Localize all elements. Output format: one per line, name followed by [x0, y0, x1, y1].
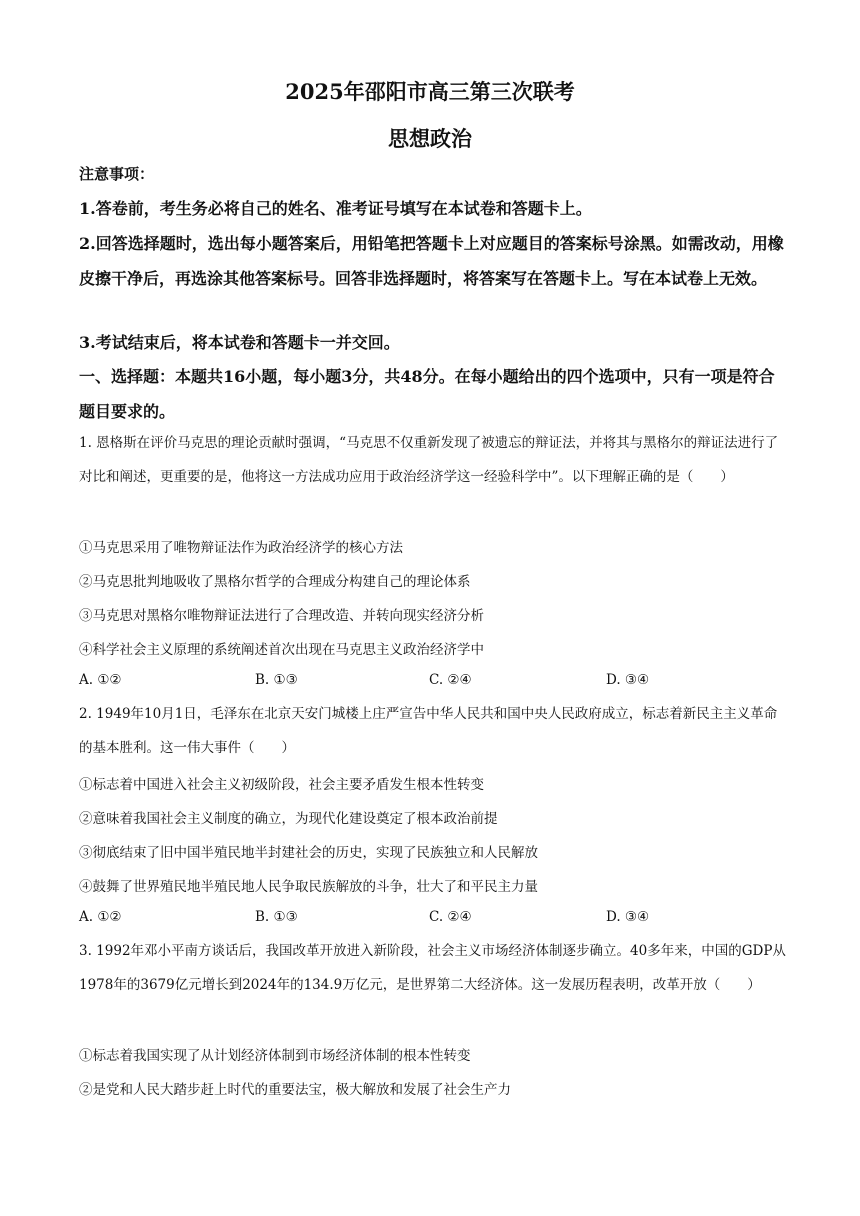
- question-stem: 3. 1992年邓小平南方谈话后，我国改革开放进入新阶段，社会主义市场经济体制逐步确立。40多年来，中国的GDP从1978年的3679亿元增长到2024年的134.9万亿元，是世界第二大经济体。这一发展历程表明，改革开放（ ）: [79, 943, 786, 993]
- question-option: ②意味着我国社会主义制度的确立，为现代化建设奠定了根本政治前提: [79, 811, 498, 827]
- question-stem: 2. 1949年10月1日，毛泽东在北京天安门城楼上庄严宣告中华人民共和国中央人民政府成立，标志着新民主主义革命的基本胜利。这一伟大事件（ ）: [79, 706, 778, 756]
- question-option: ②马克思批判地吸收了黑格尔哲学的合理成分构建自己的理论体系: [79, 574, 471, 590]
- question-stem: 1. 恩格斯在评价马克思的理论贡献时强调，“马克思不仅重新发现了被遗忘的辩证法，并将其与黑格尔的辩证法进行了对比和阐述，更重要的是，他将这一方法成功应用于政治经济学这一经验科学中”。以下理解正确的是（ ）: [79, 435, 779, 485]
- question-option: ①标志着中国进入社会主义初级阶段，社会主要矛盾发生根本性转变: [79, 777, 484, 793]
- choice-c: C. ②④: [429, 909, 472, 925]
- question-option: ④鼓舞了世界殖民地半殖民地人民争取民族解放的斗争，壮大了和平民主力量: [79, 879, 538, 895]
- choice-d: D. ③④: [606, 909, 650, 925]
- question-option: ②是党和人民大踏步赶上时代的重要法宝，极大解放和发展了社会生产力: [79, 1082, 511, 1098]
- notice-item: 3.考试结束后，将本试卷和答题卡一并交回。: [79, 333, 400, 352]
- question-option: ③彻底结束了旧中国半殖民地半封建社会的历史，实现了民族独立和人民解放: [79, 845, 538, 861]
- question-option: ①马克思采用了唯物辩证法作为政治经济学的核心方法: [79, 540, 403, 556]
- choice-a: A. ①②: [79, 672, 122, 688]
- exam-title: 2025年邵阳市高三第三次联考: [285, 79, 575, 104]
- subject-title: 思想政治: [388, 126, 472, 151]
- question-option: ③马克思对黑格尔唯物辩证法进行了合理改造、并转向现实经济分析: [79, 608, 484, 624]
- question-option: ①标志着我国实现了从计划经济体制到市场经济体制的根本性转变: [79, 1048, 471, 1064]
- choice-a: A. ①②: [79, 909, 122, 925]
- notice-heading: 注意事项：: [79, 165, 155, 183]
- choice-b: B. ①③: [255, 909, 298, 925]
- notice-item: 1.答卷前，考生务必将自己的姓名、准考证号填写在本试卷和答题卡上。: [79, 199, 592, 218]
- question-option: ④科学社会主义原理的系统阐述首次出现在马克思主义政治经济学中: [79, 642, 484, 658]
- notice-item: 2.回答选择题时，选出每小题答案后，用铅笔把答题卡上对应题目的答案标号涂黑。如需改动，用橡皮擦干净后，再选涂其他答案标号。回答非选择题时，将答案写在答题卡上。写在本试卷上无效。: [79, 234, 784, 288]
- choice-c: C. ②④: [429, 672, 472, 688]
- choice-d: D. ③④: [606, 672, 650, 688]
- choice-b: B. ①③: [255, 672, 298, 688]
- section-heading: 一、选择题：本题共16小题，每小题3分，共48分。在每小题给出的四个选项中，只有一项是符合题目要求的。: [79, 367, 775, 421]
